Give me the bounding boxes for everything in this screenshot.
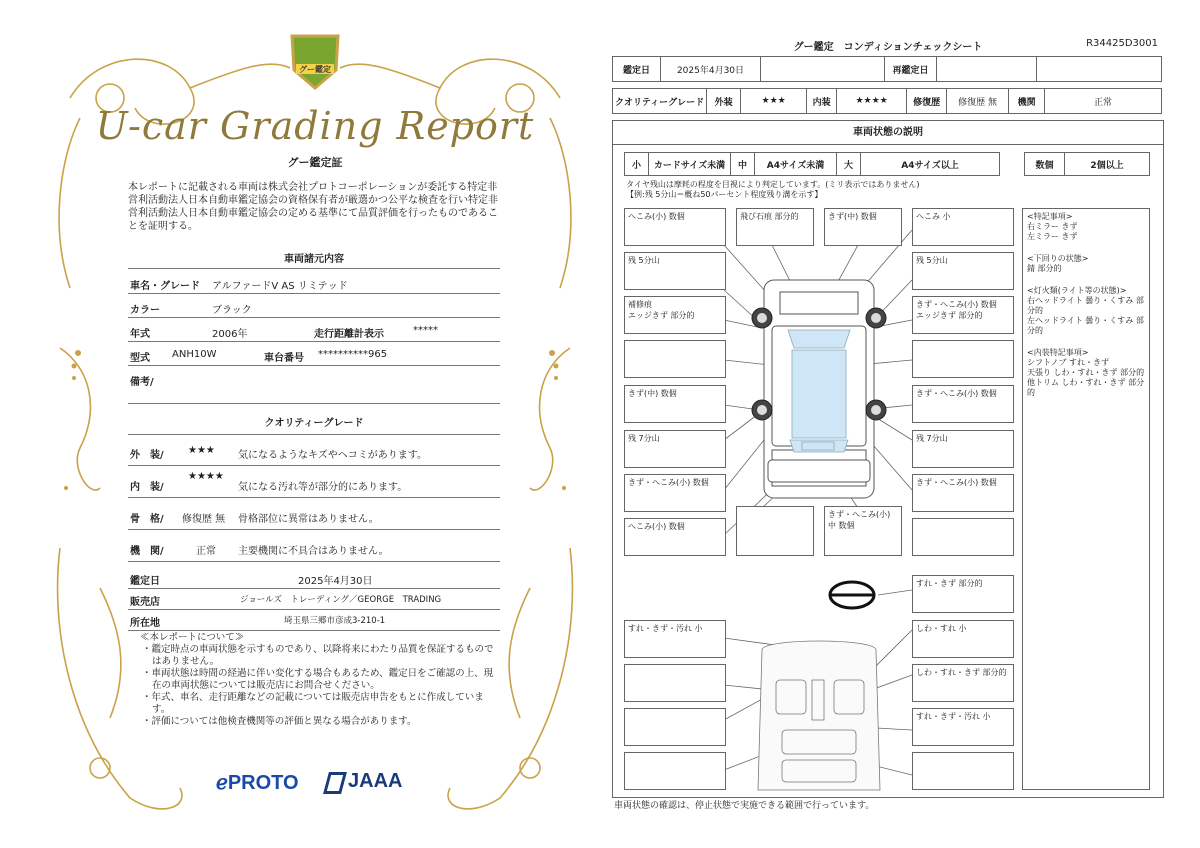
brand-logos: [216, 770, 436, 800]
cond-box-l3: 補修痕 エッジきず 部分的: [624, 296, 726, 334]
exterior-text: 気になるようなキズやヘコミがあります。: [238, 450, 427, 461]
tire-note-line: 【例:残 5分山＝概ね50パーセント程度残り溝を示す】: [626, 190, 823, 199]
chassis-label: 車台番号: [264, 353, 304, 364]
mileage-label: 走行距離計表示: [314, 329, 384, 340]
spec-section-title: 車両諸元内容: [284, 254, 344, 265]
sheet-engine-value: 正常: [1045, 89, 1162, 114]
quality-row-frame: [128, 500, 500, 530]
cond-box-l4: [624, 340, 726, 378]
footnote-item: ・評価については他検査機関等の評価と異なる場合があります。: [142, 716, 417, 727]
cond-box-r8: [912, 518, 1014, 556]
sheet-title: グー鑑定 コンディションチェックシート: [793, 42, 983, 53]
note-title: <内装特記事項>: [1027, 348, 1089, 357]
notes-panel: [1022, 208, 1150, 790]
year-label: 年式: [130, 329, 150, 340]
size-large: 大: [837, 153, 861, 176]
footnote-item: ・車両状態は時間の経過に伴い変化する場合もあるため、鑑定日をご確認の上、現在の車両状態については販売店にお問合せください。: [142, 668, 494, 691]
condition-title: 車両状態の説明: [613, 121, 1163, 145]
cert-date-label: 鑑定日: [130, 576, 160, 587]
cert-date-value: 2025年4月30日: [298, 576, 373, 587]
note-group-lights: [1027, 286, 1145, 336]
cond-box-l8: へこみ(小) 数個: [624, 518, 726, 556]
remarks-label: 備考/: [130, 377, 154, 388]
frame-status: 修復歴 無: [182, 514, 226, 525]
cond-box-l6: 残 7分山: [624, 430, 726, 468]
name-label: 車名・グレード: [130, 281, 200, 292]
spec-row-color: [128, 294, 500, 318]
sheet-date-value: 2025年4月30日: [661, 57, 761, 82]
color-label: カラー: [130, 305, 160, 316]
tire-note: [626, 180, 919, 200]
frame-text: 骨格部位に異常はありません。: [238, 514, 379, 525]
cond-box-il1: すれ・きず・汚れ 小: [624, 620, 726, 658]
sheet-date-label: 鑑定日: [613, 57, 661, 82]
engine-status: 正常: [196, 546, 216, 557]
cond-box-t1: 飛び石痕 部分的: [736, 208, 814, 246]
note-line: 錆 部分的: [1027, 264, 1062, 273]
size-large-desc: A4サイズ以上: [861, 153, 1000, 176]
interior-label: 内 装/: [130, 482, 164, 493]
footnote-item: ・年式、車名、走行距離などの記載については販売店申告をもとに作成しています。: [142, 692, 484, 715]
cond-box-l7: きず・へこみ(小) 数個: [624, 474, 726, 512]
spec-row-name: [128, 270, 500, 294]
spec-row-remarks: [128, 366, 500, 404]
cond-box-b1: [736, 506, 814, 556]
note-group-interior: [1027, 348, 1145, 398]
cond-box-il4: [624, 752, 726, 790]
certificate-heading: グー鑑定証: [287, 156, 343, 169]
quality-row-exterior: [128, 436, 500, 466]
sheet-engine-label: 機関: [1009, 89, 1045, 114]
quality-row-engine: [128, 532, 500, 562]
report-script-title: U-car Grading Report: [95, 104, 535, 148]
cond-box-t2: きず(中) 数個: [824, 208, 902, 246]
redate-label: 再鑑定日: [885, 57, 937, 82]
note-line: シフトノブ すれ・きず: [1027, 358, 1110, 367]
note-line: 他トリム しわ・すれ・きず 部分的: [1027, 378, 1145, 397]
quality-row-interior: [128, 468, 500, 498]
goo-kantei-logo: [286, 30, 344, 92]
note-group-special: [1027, 212, 1145, 242]
grading-certificate: [40, 28, 590, 818]
exterior-label: 外 装/: [130, 450, 164, 461]
cond-box-ir3: すれ・きず・汚れ 小: [912, 708, 1014, 746]
chassis-value: **********965: [318, 349, 388, 360]
note-line: 左ヘッドライト 曇り・くすみ 部分的: [1027, 316, 1144, 335]
count-label: 数個: [1025, 153, 1065, 176]
cond-box-r7: きず・へこみ(小) 数個: [912, 474, 1014, 512]
spec-row-model: [128, 342, 500, 366]
cond-box-l5: きず(中) 数個: [624, 385, 726, 423]
engine-label: 機 関/: [130, 546, 164, 557]
cond-box-il3: [624, 708, 726, 746]
color-value: ブラック: [212, 305, 252, 316]
cond-box-ir1: しわ・すれ 小: [912, 620, 1014, 658]
cond-box-ir4: [912, 752, 1014, 790]
dealer-value: ジョールズ トレーディング／GEORGE TRADING: [240, 595, 442, 605]
size-mid: 中: [731, 153, 755, 176]
repair-value: 修復歴 無: [947, 89, 1009, 114]
sheet-exterior-label: 外装: [707, 89, 741, 114]
frame-label: 骨 格/: [130, 514, 164, 525]
date-table: [612, 56, 1162, 82]
spec-row-year: [128, 318, 500, 342]
address-value: 埼玉県三郷市彦成3-210-1: [284, 616, 386, 626]
dealer-label: 販売店: [130, 597, 160, 608]
engine-text: 主要機関に不具合はありません。: [238, 546, 389, 557]
cond-box-l2: 残 5分山: [624, 252, 726, 290]
cond-box-r5: きず・へこみ(小) 数個: [912, 385, 1014, 423]
size-small-desc: カードサイズ未満: [649, 153, 731, 176]
cond-box-b2: きず・へこみ(小) 中 数個: [824, 506, 902, 556]
model-value: ANH10W: [172, 349, 217, 360]
address-label: 所在地: [130, 618, 160, 629]
note-title: <特記事項>: [1027, 212, 1073, 221]
cond-box-r4: [912, 340, 1014, 378]
report-footnotes: [140, 632, 500, 728]
condition-check-sheet: [612, 30, 1164, 810]
footnote-title: ≪本レポートについて≫: [140, 632, 245, 643]
jaaa-mark-icon: [323, 772, 347, 794]
sheet-interior-label: 内装: [807, 89, 837, 114]
note-title: <灯火類(ライト等の状態)>: [1027, 286, 1127, 295]
sheet-footer: 車両状態の確認は、停止状態で実施できる範囲で行っています。: [614, 801, 875, 811]
size-small: 小: [625, 153, 649, 176]
quality-section-title: クオリティーグレード: [264, 418, 364, 429]
count-legend: [1024, 152, 1150, 176]
proto-logo: ℯPROTO: [216, 772, 299, 794]
size-mid-desc: A4サイズ未満: [755, 153, 837, 176]
cond-box-il2: [624, 664, 726, 702]
mileage-value: *****: [413, 325, 438, 336]
note-group-underbody: [1027, 254, 1145, 274]
cond-box-r1: へこみ 小: [912, 208, 1014, 246]
sheet-exterior-stars: ★★★: [741, 89, 807, 114]
grade-table: [612, 88, 1162, 114]
logo-text: グー鑑定: [299, 65, 331, 74]
note-line: 天張り しわ・すれ・きず 部分的: [1027, 368, 1145, 377]
name-value: アルファードV AS リミテッド: [212, 281, 348, 292]
interior-text: 気になる汚れ等が部分的にあります。: [238, 482, 408, 493]
note-title: <下回りの状態>: [1027, 254, 1089, 263]
quality-label: クオリティーグレード: [613, 89, 707, 114]
note-line: 左ミラー きず: [1027, 232, 1078, 241]
size-legend: [624, 152, 1000, 176]
exterior-stars: ★★★: [188, 445, 215, 456]
model-label: 型式: [130, 353, 150, 364]
repair-label: 修復歴: [907, 89, 947, 114]
cond-box-r6: 残 7分山: [912, 430, 1014, 468]
note-line: 右ヘッドライト 曇り・くすみ 部分的: [1027, 296, 1144, 315]
cert-row-address: [128, 607, 500, 631]
cond-box-r2: 残 5分山: [912, 252, 1014, 290]
count-desc: 2個以上: [1065, 153, 1150, 176]
cond-box-l1: へこみ(小) 数個: [624, 208, 726, 246]
year-value: 2006年: [212, 329, 248, 340]
interior-stars: ★★★★: [188, 471, 224, 482]
sheet-id: R34425D3001: [1086, 38, 1158, 49]
jaaa-logo: JAAA: [348, 770, 403, 792]
tire-note-line: タイヤ残山は摩耗の程度を目視により判定しています。(ミリ表示ではありません): [626, 180, 920, 189]
footnote-item: ・鑑定時点の車両状態を示すものであり、以降将来にわたり品質を保証するものではありません。: [142, 644, 494, 667]
certificate-intro: 本レポートに記載される車両は株式会社プロトコーポレーションが委託する特定非営利活動法人日本自動車鑑定協会の資格保有者が厳選かつ公平な検査を行い特定非営利活動法人日本自動車鑑定協会の定める基準にて品質評価を行ったものであることを証明する。: [128, 182, 498, 232]
cond-box-ir2: しわ・すれ・きず 部分的: [912, 664, 1014, 702]
cond-box-steering: すれ・きず 部分的: [912, 575, 1014, 613]
sheet-interior-stars: ★★★★: [837, 89, 907, 114]
cond-box-r3: きず・へこみ(小) 数個 エッジきず 部分的: [912, 296, 1014, 334]
note-line: 右ミラー きず: [1027, 222, 1078, 231]
